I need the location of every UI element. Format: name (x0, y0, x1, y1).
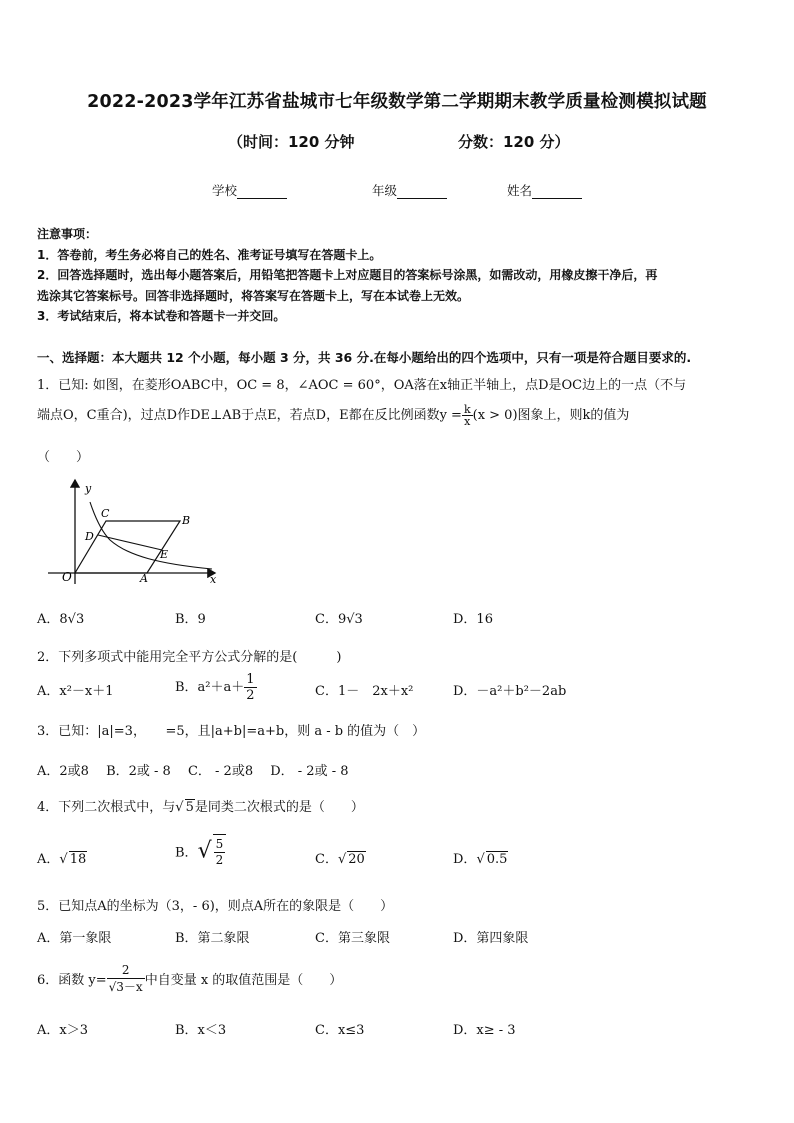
q4-option-c[interactable]: C．√ 20 (315, 852, 365, 867)
label-d: D (85, 530, 94, 543)
school-field[interactable]: 学校 (212, 181, 287, 199)
q1-option-a[interactable]: A．8√3 (37, 612, 85, 627)
q6-fraction: $\frac{2}{√3-x}$ (108, 963, 143, 994)
q2-option-c[interactable]: C．1－ 2x＋x² (315, 684, 414, 699)
q4-stem: 4．下列二次根式中，与√ 5是同类二次根式的是（ ） (37, 800, 364, 815)
label-c: C (101, 507, 110, 520)
q1-fraction: $\frac{k}{x}$ (463, 403, 471, 428)
name-field[interactable]: 姓名 (507, 181, 582, 199)
q4-option-d[interactable]: D．√ 0.5 (453, 852, 508, 867)
q2-option-a[interactable]: A．x²－x＋1 (37, 684, 114, 699)
q6-option-c[interactable]: C．x≤3 (315, 1023, 365, 1038)
q4-option-a[interactable]: A．√ 18 (37, 852, 87, 867)
q1-stem-line1: 1．已知: 如图，在菱形OABC中，OC = 8，∠AOC = 60°，OA落在x轴正半轴上，点D是OC边上的一点（不与 (37, 378, 687, 393)
q3-options[interactable]: A．2或8 B．2或 - 8 C． - 2或8 D． - 2或 - 8 (37, 764, 349, 779)
q6-option-a[interactable]: A．x＞3 (37, 1023, 88, 1038)
q1-option-c[interactable]: C．9√3 (315, 612, 363, 627)
q1-answer-paren: （ ） (37, 450, 90, 465)
q2-stem: 2．下列多项式中能用完全平方公式分解的是( ) (37, 650, 342, 665)
label-x: x (210, 573, 217, 586)
q4-stem-radicand: 5 (185, 800, 194, 815)
page-title: 2022-2023学年江苏省盐城市七年级数学第二学期期末教学质量检测模拟试题 (87, 92, 707, 112)
score-info: 分数：120 分） (458, 133, 570, 151)
q1-stem-line2: 端点O，C重合)，过点D作DE⊥AB于点E，若点D，E都在反比例函数y = $\frac{k}{x}$ (x > 0)图象上，则k的值为 (37, 403, 630, 428)
q6-option-b[interactable]: B．x＜3 (175, 1023, 227, 1038)
q1-figure (40, 472, 230, 592)
q5-stem: 5．已知点A的坐标为（3，- 6)，则点A所在的象限是（ ） (37, 899, 394, 914)
grade-field[interactable]: 年级 (372, 181, 447, 199)
q6-option-d[interactable]: D．x≥ - 3 (453, 1023, 516, 1038)
note-item: 1．答卷前，考生务必将自己的姓名、准考证号填写在答题卡上。 (37, 247, 382, 262)
q1-option-b[interactable]: B．9 (175, 612, 206, 627)
q2-option-b[interactable]: B．a²＋a＋ $\frac{1}{2}$ (175, 672, 255, 703)
section-heading: 一、选择题：本大题共 12 个小题，每小题 3 分，共 36 分.在每小题给出的四个选项中，只有一项是符合题目要求的. (37, 350, 692, 365)
note-item: 2．回答选择题时，选出每小题答案后，用铅笔把答题卡上对应题目的答案标号涂黑，如需改动，用橡皮擦干净后，再 (37, 268, 658, 282)
q5-option-a[interactable]: A．第一象限 (37, 931, 112, 946)
label-a: A (140, 572, 148, 585)
label-o: O (62, 570, 72, 584)
note-item: 3．考试结束后，将本试卷和答题卡一并交回。 (37, 309, 286, 323)
label-e: E (160, 548, 169, 561)
notes (37, 224, 759, 327)
q3-stem: 3．已知：|a|=3， =5，且|a+b|=a+b，则 a - b 的值为（ ） (37, 724, 426, 739)
q5-option-d[interactable]: D．第四象限 (453, 931, 529, 946)
time-info: （时间：120 分钟 (228, 133, 355, 151)
note-item: 选涂其它答案标号。回答非选择题时，将答案写在答题卡上，写在本试卷上无效。 (37, 288, 470, 303)
label-y: y (85, 482, 92, 495)
q5-option-b[interactable]: B．第二象限 (175, 931, 250, 946)
q1-option-d[interactable]: D．16 (453, 612, 493, 627)
q2-option-d[interactable]: D．－a²＋b²－2ab (453, 684, 567, 699)
rhombus-oabc (75, 521, 180, 573)
q6-stem: 6．函数 y= $\frac{2}{√3-x}$ 中自变量 x 的取值范围是（ ） (37, 963, 343, 994)
label-b: B (182, 514, 191, 527)
notes-heading: 注意事项： (37, 227, 98, 241)
q5-option-c[interactable]: C．第三象限 (315, 931, 390, 946)
q4-b-fraction: $\frac{5}{2}$ (213, 834, 227, 868)
q2-b-fraction: $\frac{1}{2}$ (246, 672, 255, 703)
q4-option-b[interactable]: B．√ $\frac{5}{2}$ (175, 834, 226, 868)
